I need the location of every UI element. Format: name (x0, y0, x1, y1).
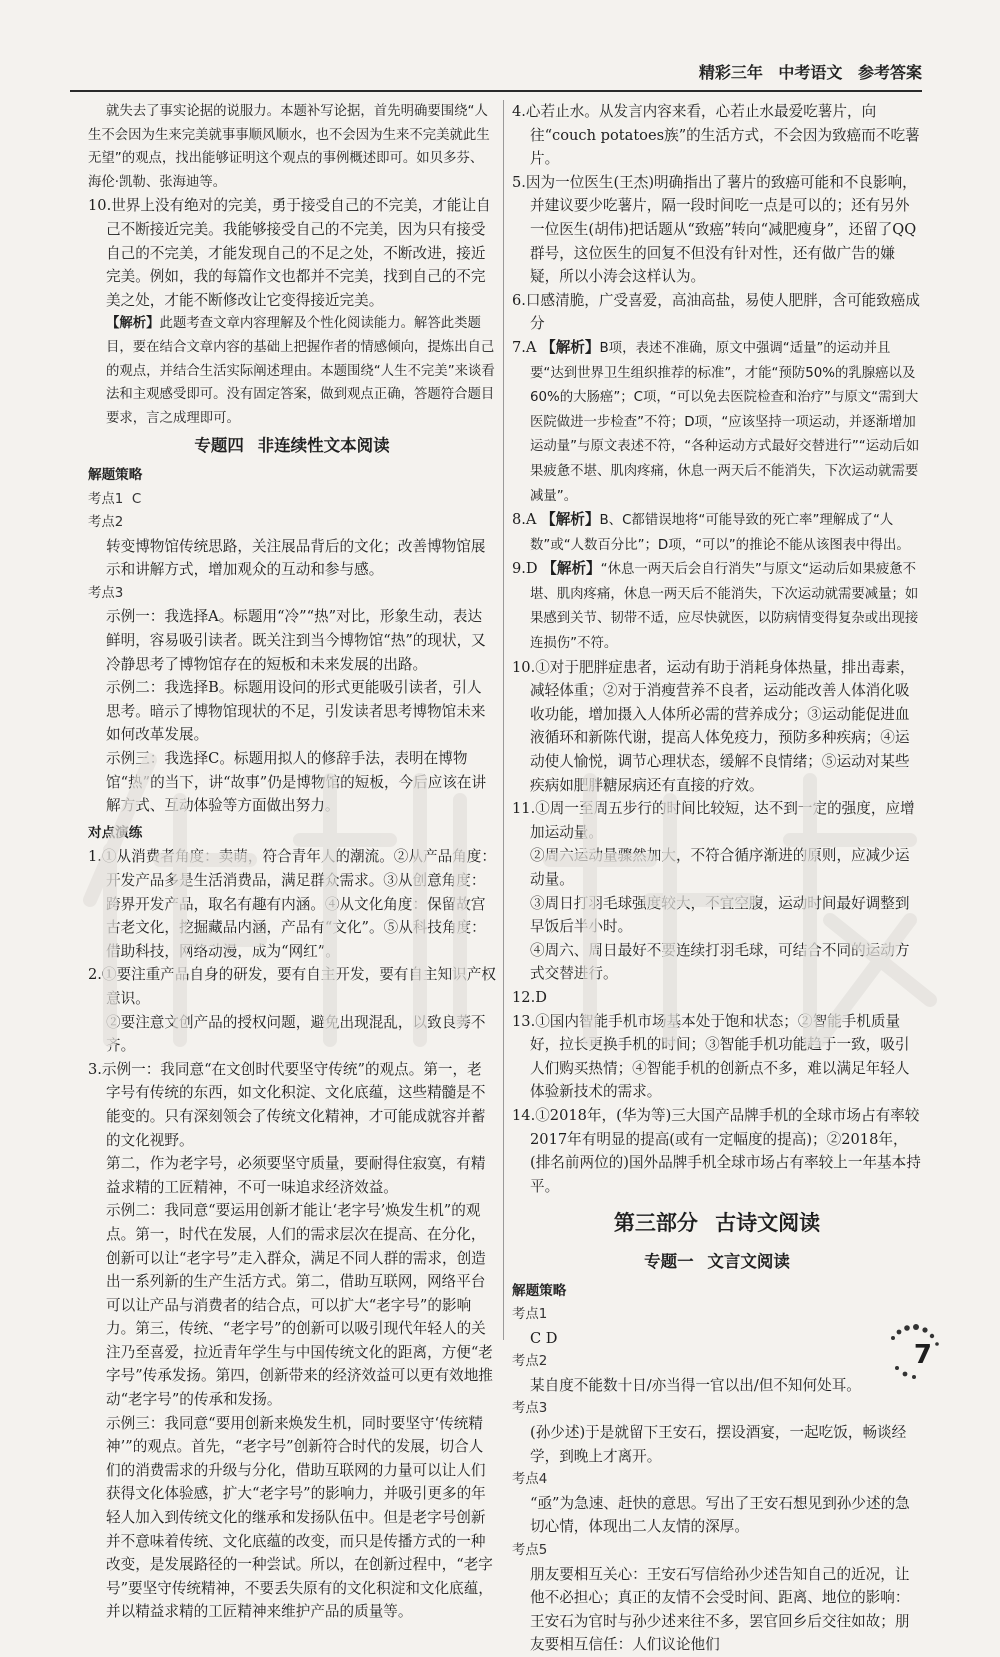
kp3-example-1: 示例一：我选择A。标题用“冷”“热”对比，形象生动，表达鲜明，容易吸引读者。既关注到当今博物馆“热”的现状，又冷静思考了博物馆存在的短板和未来发展的出路。 (106, 608, 486, 673)
kp1-label-right: 考点1 (512, 1307, 548, 1323)
kp3-example-2: 示例二：我选择B。标题用设问的形式更能吸引读者，引人思考。暗示了博物馆现状的不足，引发读者思考博物馆未来如何改革发展。 (106, 679, 486, 744)
page-header (70, 58, 922, 92)
kp2-label-right: 考点2 (512, 1354, 548, 1370)
kp2-answer: 转变博物馆传统思路，关注展品背后的文化；改善博物馆展示和讲解方式，增加观众的互动和参与感。 (106, 537, 486, 579)
answer-10-right: 10.①对于肥胖症患者，运动有助于消耗身体热量，排出毒素，减轻体重；②对于消瘦营养不良者，运动能改善人体消化吸收功能，增加摄入人体所必需的营养成分；③运动能促进血液循环和新陈代谢，提高人体免疫力，预防多种疾病；④运动使人愉悦，调节心理状态，缓解不良情绪；⑤运动对某些疾病如肥胖糖尿病还有直接的疗效。 (512, 658, 915, 794)
header-title: 精彩三年 中考语文 参考答案 (698, 63, 922, 82)
answer-7: 7.A 【解析】B项，表述不准确，原文中强调“适量”的运动并且要“达到世界卫生组织推荐的标准”，才能“预防50%的乳腺癌以及60%的大肠癌”；C项，“可以免去医院检查和治疗”与原文“需到大医院做进一步检查”不符；D项，“应该坚持一项运动，并逐渐增加运动量”与原文表述不符，“各种运动方式最好交替进行”“运动后如果疲惫不堪、肌肉疼痛，休息一两天后不能消失，下次运动就需要减量”。 (512, 338, 920, 504)
practice-answer-3a: 3.示例一：我同意“在文创时代要坚守传统”的观点。第一，老字号有传统的东西，如文化积淀、文化底蕴，这些精髓是不能变的。只有深刻领会了传统文化精神，才可能成就容并蓄的文化视野。 (88, 1060, 486, 1149)
kp2-answer-right: 某自度不能数十日/亦当得一官以出/但不知何处耳。 (530, 1376, 861, 1394)
answer-11d: ④周六、周日最好不要连续打羽毛球，可结合不同的运动方式交替进行。 (530, 941, 910, 983)
kp1-label: 考点1 C (88, 491, 142, 507)
answer-9: 9.D 【解析】“休息一两天后会自行消失”与原文“运动后如果疲惫不堪、肌肉疼痛，休息一两天后不能消失，下次运动就需要减量；如果感到关节、韧带不适，应尽快就医，以防病情变得复杂或出现接连损伤”不符。 (512, 560, 919, 652)
kp3-answer-right: (孙少述)于是就留下王安石，摆设酒宴，一起吃饭，畅谈经学，到晚上才离开。 (530, 1424, 907, 1465)
section-title-4: 专题四 非连续性文本阅读 (194, 436, 390, 456)
intro-paragraph: 就失去了事实论据的说服力。本题补写论据，首先明确要围绕“人生不会因为生来完美就事事顺风顺水，也不会因为生来不完美就此生无望”的观点，找出能够证明这个观点的事例概述即可。如贝多芬、海伦·凯勒、张海迪等。 (88, 104, 490, 190)
answer-8: 8.A 【解析】B、C都错误地将“可能导致的死亡率”理解成了“人数”或“人数百分比”；D项，“可以”的推论不能从该图表中得出。 (512, 511, 910, 553)
topic-one-title: 专题一 文言文阅读 (644, 1251, 790, 1271)
explanation-label: 【解析】 (541, 511, 600, 529)
kp1-answer: C (131, 491, 142, 507)
answer-11b: ②周六运动量骤然加大，不符合循序渐进的原则，应减少运动量。 (530, 847, 910, 888)
kp1-answer-right: C D (530, 1329, 558, 1347)
part-three-title: 第三部分 古诗文阅读 (613, 1211, 821, 1236)
explanation-label: 【解析】 (541, 338, 600, 356)
explanation-label: 【解析】 (542, 560, 601, 578)
answer-4: 4.心若止水。从发言内容来看，心若止水最爱吃薯片，向往“couch potatoes族”的生活方式，不会因为致癌而不吃薯片。 (512, 103, 920, 168)
answer-10-explanation (88, 312, 496, 430)
practice-answer-3d: 示例三：我同意“要用创新来焕发生机，同时要坚守‘传统精神’”的观点。首先，“老字号”创新符合时代的发展，切合人们的消费需求的升级与分化，借助互联网的力量可以让人们获得文化体验感，扩大“老字号”的影响力，并吸引更多的年轻人加入到传统文化的继承和发扬队伍中。但是老字号创新并不意味着传统、文化底蕴的改变，而只是传播方式的一种改变，是发展路径的一种尝试。所以，在创新过程中，“老字号”要坚守传统精神，不要丢失原有的文化积淀和文化底蕴，并以精益求精的工匠精神来维护产品的质量等。 (106, 1414, 493, 1621)
kp4-label-right: 考点4 (512, 1472, 548, 1488)
explanation-text: 此题考查文章内容理解及个性化阅读能力。解答此类题目，要在结合文章内容的基础上把握作者的情感倾向，提炼出自己的观点，并结合生活实际阐述理由。本题围绕“人生不完美”来谈看法和主观感受即可。没有固定答案，做到观点正确，答题符合题目要求，言之成理即可。 (106, 316, 495, 426)
explanation-label: 【解析】 (106, 316, 160, 332)
kp2-label: 考点2 (88, 515, 124, 531)
answer-11a: 11.①周一至周五步行的时间比较短，达不到一定的强度，应增加运动量。 (512, 800, 915, 841)
answer-8-explanation: B、C都错误地将“可能导致的死亡率”理解成了“人数”或“人数百分比”；D项，“可以”的推论不能从该图表中得出。 (530, 513, 910, 553)
practice-answer-2a: 2.①要注重产品自身的研发，要有自主开发，要有自主知识产权意识。 (88, 966, 496, 1007)
answer-12: 12.D (512, 988, 547, 1006)
answer-7-explanation: B项，表述不准确，原文中强调“适量”的运动并且要“达到世界卫生组织推荐的标准”，才能“预防50%的乳腺癌以及60%的大肠癌”；C项，“可以免去医院检查和治疗”与原文“需到大医院做进一步检查”不符；D项，“应该坚持一项运动，并逐渐增加运动量”与原文表述不符，“各种运动方式最好交替进行”“运动后如果疲惫不堪、肌肉疼痛，休息一两天后不能消失，下次运动就需要减量”。 (530, 340, 920, 504)
kp3-label-right: 考点3 (512, 1401, 548, 1417)
answer-6: 6.口感清脆，广受喜爱，高油高盐，易使人肥胖，含可能致癌成分 (512, 291, 920, 333)
answer-9-explanation: “休息一两天后会自行消失”与原文“运动后如果疲惫不堪、肌肉疼痛，休息一两天后不能消失，下次运动就需要减量；如果感到关节、韧带不适，应尽快就医，以防病情变得复杂或出现接连损伤”不符。 (530, 562, 919, 652)
answer-10: 10.世界上没有绝对的完美，勇于接受自己的不完美，才能让自己不断接近完美。我能够接受自己的不完美，因为只有接受自己的不完美，才能发现自己的不足之处，不断改进，接近完美。例如，我的每篇作文也都并不完美，找到自己的不完美之处，才能不断修改让它变得接近完美。 (88, 197, 491, 309)
strategy-label-right: 解题策略 (512, 1282, 567, 1299)
answer-11c: ③周日打羽毛球强度较大，不宜空腹，运动时间最好调整到早饭后半小时。 (530, 894, 910, 936)
kp5-label-right: 考点5 (512, 1543, 548, 1559)
kp5-answer-right: 朋友要相互关心：王安石写信给孙少述告知自己的近况，让他不必担心；真正的友情不会受时间、距离、地位的影响：王安石为官时与孙少述来往不多，罢官回乡后交往如故；朋友要相互信任：人们议论他们 (530, 1565, 910, 1654)
answer-5: 5.因为一位医生(王杰)明确指出了薯片的致癌可能和不良影响，并建议要少吃薯片，隔一段时间吃一点是可以的；还有另外一位医生(胡伟)把话题从“致癌”转向“减肥瘦身”，还留了QQ群号，这位医生的回复不但没有针对性，还有做广告的嫌疑，所以小涛会这样认为。 (512, 173, 917, 286)
practice-label: 对点演练 (88, 824, 143, 841)
practice-answer-3c: 示例二：我同意“要运用创新才能让‘老字号’焕发生机”的观点。第一，时代在发展，人们的需求层次在提高、在分化，创新可以让“老字号”走入群众，满足不同人群的需求，创造出一系列新的生产生活方式。第二，借助互联网，网络平台可以让产品与消费者的结合点，可以扩大“老字号”的影响力。第三，传统、“老字号”的创新可以吸引现代年轻人的关注乃至喜爱，拉近青年学生与中国传统文化的距离，方便“老字号”传承发扬。第四，创新带来的经济效益可以更有效地推动“老字号”的传承和发扬。 (106, 1202, 493, 1409)
page-number: 7 (913, 1340, 932, 1370)
left-column (88, 100, 496, 1624)
right-column (512, 100, 922, 1657)
kp4-answer-right: “亟”为急速、赶快的意思。写出了王安石想见到孙少述的急切心情，体现出二人友情的深厚。 (530, 1494, 910, 1536)
practice-answer-1: 1.①从消费者角度：卖萌，符合青年人的潮流。②从产品角度：开发产品多是生活消费品，满足群众需求。③从创意角度：跨界开发产品，取名有趣有内涵。④从文化角度：保留故宫古老文化，挖掘藏品内涵，产品有“文化”。⑤从科技角度：借助科技，网络动漫，成为“网红”。 (88, 848, 496, 960)
practice-answer-2b: ②要注意文创产品的授权问题，避免出现混乱，以致良莠不齐。 (106, 1013, 486, 1055)
kp3-label: 考点3 (88, 585, 124, 601)
strategy-label: 解题策略 (88, 466, 143, 483)
answer-14: 14.①2018年，(华为等)三大国产品牌手机的全球市场占有率较2017年有明显的提高(或有一定幅度的提高)；②2018年，(排名前两位的)国外品牌手机全球市场占有率较上一年基本持平。 (512, 1106, 921, 1195)
kp3-example-3: 示例三：我选择C。标题用拟人的修辞手法，表明在博物馆“热”的当下，讲“故事”仍是博物馆的短板，今后应该在讲解方式、互动体验等方面做出努力。 (106, 750, 487, 815)
answer-13: 13.①国内智能手机市场基本处于饱和状态；②智能手机质量好，拉长更换手机的时间；③智能手机功能趋于一致，吸引人们购买热情；④智能手机的创新点不多，难以满足年轻人体验新技术的需求。 (512, 1012, 910, 1101)
column-divider (503, 100, 504, 1340)
practice-answer-3b: 第二，作为老字号，必须要坚守质量，要耐得住寂寞，有精益求精的工匠精神，不可一味追求经济效益。 (106, 1155, 486, 1196)
